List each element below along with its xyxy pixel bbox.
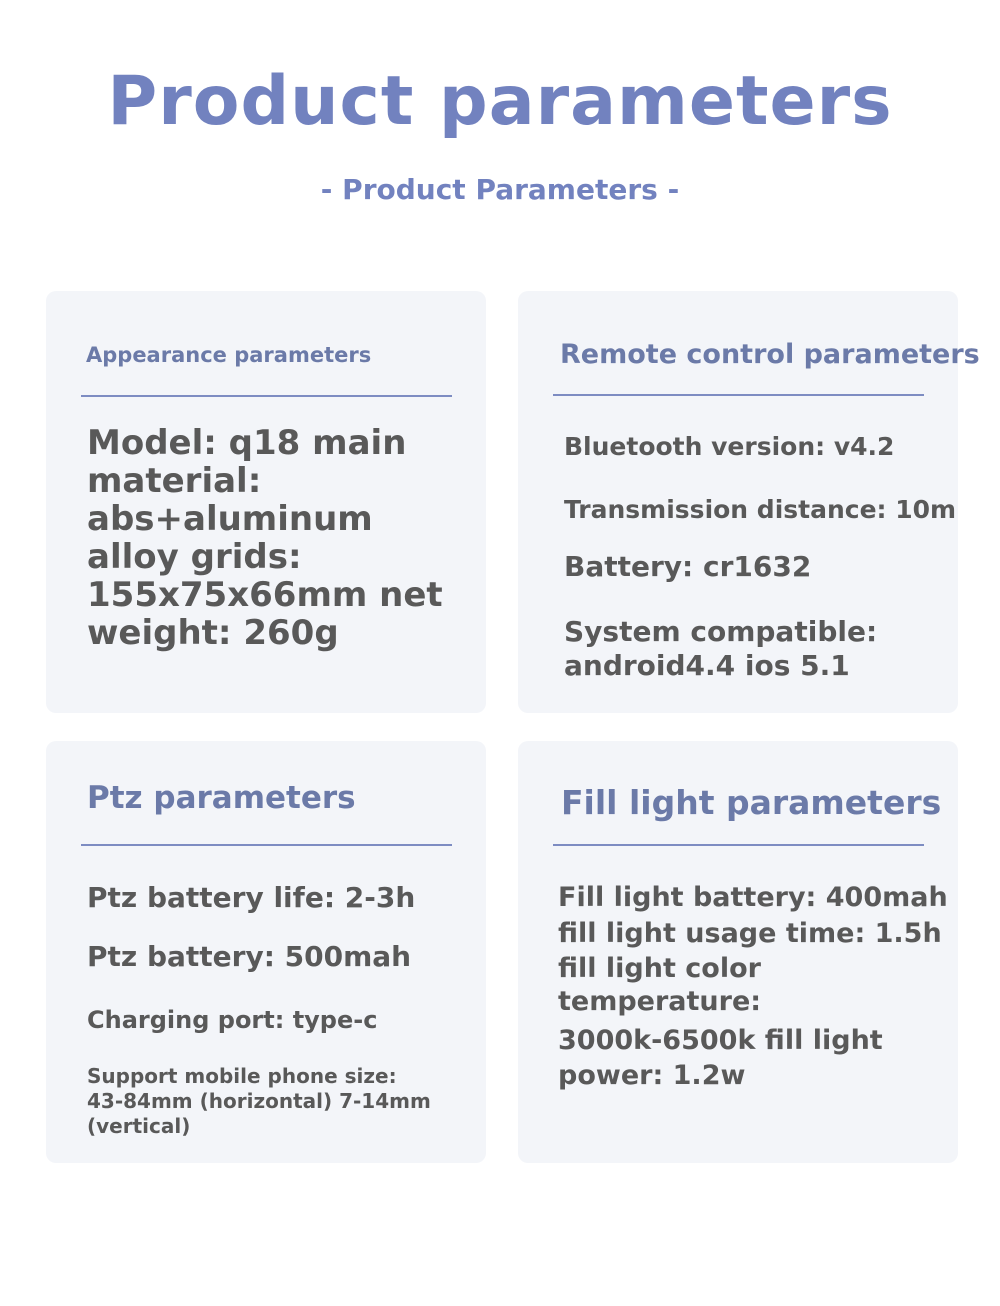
ptz-item: 43-84mm (horizontal) 7-14mm [87,1089,431,1113]
ptz-item: Charging port: type-c [87,1006,378,1034]
appearance-line: Model: q18 main [87,423,407,463]
ptz-parameters-card [46,741,486,1163]
appearance-line: 155x75x66mm net [87,575,443,615]
ptz-item: Ptz battery: 500mah [87,940,412,973]
remote-control-parameters-card [518,291,980,713]
fill-light-line: temperature: [558,986,762,1017]
fill-light-line: fill light usage time: 1.5h [558,918,942,949]
page-subtitle: - Product Parameters - [320,173,680,206]
appearance-heading: Appearance parameters [86,343,372,367]
remote-item: Bluetooth version: v4.2 [564,432,895,461]
appearance-line: alloy grids: [87,537,302,577]
remote-item: android4.4 ios 5.1 [564,649,850,682]
remote-item: Battery: cr1632 [564,550,812,583]
remote-item: System compatible: [564,615,878,648]
remote-divider [553,394,924,396]
fill-light-divider [553,844,924,846]
remote-heading: Remote control parameters [560,339,980,370]
fill-light-heading: Fill light parameters [561,783,942,822]
fill-light-parameters-card [518,741,958,1163]
appearance-divider [81,395,452,397]
appearance-parameters-card [46,291,486,713]
ptz-item: (vertical) [87,1114,191,1138]
fill-light-line: fill light color [558,953,761,984]
ptz-item: Support mobile phone size: [87,1064,397,1088]
fill-light-line: power: 1.2w [558,1060,746,1091]
fill-light-line: 3000k-6500k fill light [558,1025,883,1056]
ptz-item: Ptz battery life: 2-3h [87,881,416,914]
ptz-divider [81,844,452,846]
appearance-line: abs+aluminum [87,499,373,539]
ptz-heading: Ptz parameters [87,780,356,816]
remote-item: Transmission distance: 10m [564,495,957,524]
fill-light-line: Fill light battery: 400mah [558,882,948,913]
page-title: Product parameters [107,62,893,141]
appearance-line: material: [87,461,262,501]
appearance-line: weight: 260g [87,613,339,653]
